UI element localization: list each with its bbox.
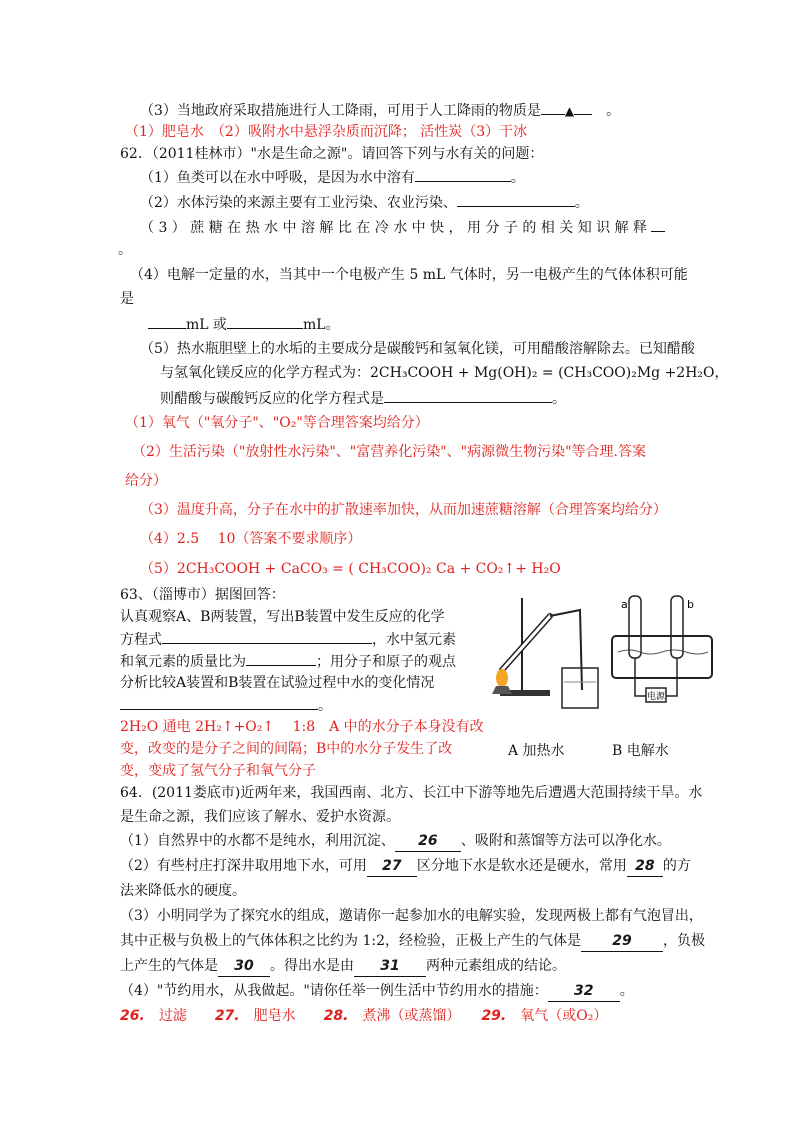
q64-part3-b: 其中正极与负极上的气体体积之比约为 1:2，经检验，正极上产生的气体是 29 ，负极 <box>120 931 705 952</box>
q61-part3: （3）当地政府采取措施进行人工降雨，可用于人工降雨的物质是 ▲ 。 <box>140 100 620 121</box>
q64-part2-cont: 法来降低水的硬度。 <box>120 883 246 899</box>
q64-part4: （4）"节约用水，从我做起。"请你任举一例生活中节约用水的措施： 32 。 <box>120 981 634 1002</box>
flame <box>496 669 508 687</box>
q62-answer-1: （1）氧气（"氧分子"、"O₂"等合理答案均给分） <box>125 415 429 431</box>
q63-line2: 方程式 ，水中氢元素 <box>120 629 456 650</box>
q62-part4-cont: 是 <box>120 291 134 307</box>
q64-part3-c: 上产生的气体是 30 。得出水是由 31 两种元素组成的结论。 <box>120 956 566 977</box>
q64-part2: （2）有些村庄打深井取用地下水，可用 27 区分地下水是软水还是硬水，常用 28 的方 <box>120 856 691 877</box>
q62-part4-blanks: mL 或 mL。 <box>148 314 340 335</box>
label-a: a <box>621 598 628 611</box>
q63-line5: 。 <box>120 695 332 716</box>
beaker <box>562 668 598 708</box>
caption-a: A 加热水 <box>508 743 565 759</box>
q62-answer-5: （5）2CH₃COOH + CaCO₃ = ( CH₃COO)₂ Ca + CO₂↑+ H₂O <box>140 561 561 577</box>
q62-part3-cont: 。 <box>118 242 132 258</box>
q63-line1: 认真观察A、B两装置，写出B装置中发生反应的化学 <box>120 609 445 625</box>
q64-stem-b: 是生命之源，我们应该了解水、爱护水资源。 <box>120 809 400 825</box>
q62-part5-a: （5）热水瓶胆壁上的水垢的主要成分是碳酸钙和氢氧化镁，可用醋酸溶解除去。已知醋酸 <box>140 341 695 357</box>
q63-line4: 分析比较A装置和B装置在试验过程中水的变化情况 <box>120 675 435 691</box>
water-trough <box>612 636 712 678</box>
q62-part5-b: 与氢氧化镁反应的化学方程式为：2CH₃COOH + Mg(OH)₂ = (CH₃COO)₂Mg +2H₂O， <box>160 365 729 381</box>
q62-part2: （2）水体污染的来源主要有工业污染、农业污染、 。 <box>140 192 589 213</box>
apparatus-drawing <box>480 590 720 740</box>
q64-answers: 26. 过滤 27. 肥皂水 28. 煮沸（或蒸馏） 29. 氧气（或O₂） <box>120 1008 608 1024</box>
caption-b: B 电解水 <box>612 743 669 759</box>
q64-stem-a: 64．(2011娄底市)近两年来，我国西南、北方、长江中下游等地先后遭遇大范围持续干旱。水 <box>120 785 703 801</box>
power-label: 电源 <box>646 692 666 702</box>
q63-apparatus-figure <box>480 590 720 740</box>
q62-answer-2a: （2）生活污染（"放射性水污染"、"富营养化污染"、"病源微生物污染"等合理.答案 <box>132 444 646 460</box>
q61-answer: （1）肥皂水 （2）吸附水中悬浮杂质而沉降； 活性炭（3）干冰 <box>125 124 528 140</box>
q62-answer-2b: 给分） <box>125 473 167 489</box>
q62-part5-c: 则醋酸与碳酸钙反应的化学方程式是 。 <box>160 388 566 409</box>
burner <box>492 686 512 694</box>
q63-answer-1: 2H₂O 通电 2H₂↑+O₂↑ 1:8 A 中的水分子本身没有改 <box>120 719 484 735</box>
tube-a <box>629 596 641 658</box>
q64-part3-a: （3）小明同学为了探究水的组成，邀请你一起参加水的电解实验，发现两极上都有气泡冒出， <box>120 908 703 924</box>
label-b: b <box>687 598 694 611</box>
q64-part1: （1）自然界中的水都不是纯水，利用沉淀、 26 、吸附和蒸馏等方法可以净化水。 <box>120 831 671 852</box>
q62-answer-4: （4）2.5 10（答案不要求顺序） <box>140 531 362 547</box>
q62-stem: 62．（2011桂林市）"水是生命之源"。请回答下列与水有关的问题： <box>120 146 544 162</box>
q63-answer-3: 变，变成了氢气分子和氧气分子 <box>120 763 316 779</box>
q63-stem: 63、（淄博市）据图回答： <box>120 587 285 603</box>
q63-answer-2: 变，改变的是分子之间的间隔；B中的水分子发生了改 <box>120 741 453 757</box>
q62-answer-3: （3）温度升高，分子在水中的扩散速率加快，从而加速蔗糖溶解（合理答案均给分） <box>140 502 667 518</box>
tube-b <box>671 596 683 658</box>
q62-part1: （1）鱼类可以在水中呼吸，是因为水中溶有 。 <box>140 167 525 188</box>
q62-part4: （4）电解一定量的水，当其中一个电极产生 5 mL 气体时，另一电极产生的气体体积可能 <box>130 267 688 283</box>
delivery-tube <box>550 610 582 690</box>
q62-part3: （ 3 ） 蔗 糖 在 热 水 中 溶 解 比 在 冷 水 中 快 ， 用 分 子 的 相 关 知 识 解 释 <box>140 217 665 238</box>
q63-line3: 和氧元素的质量比为 ；用分子和原子的观点 <box>120 651 456 672</box>
